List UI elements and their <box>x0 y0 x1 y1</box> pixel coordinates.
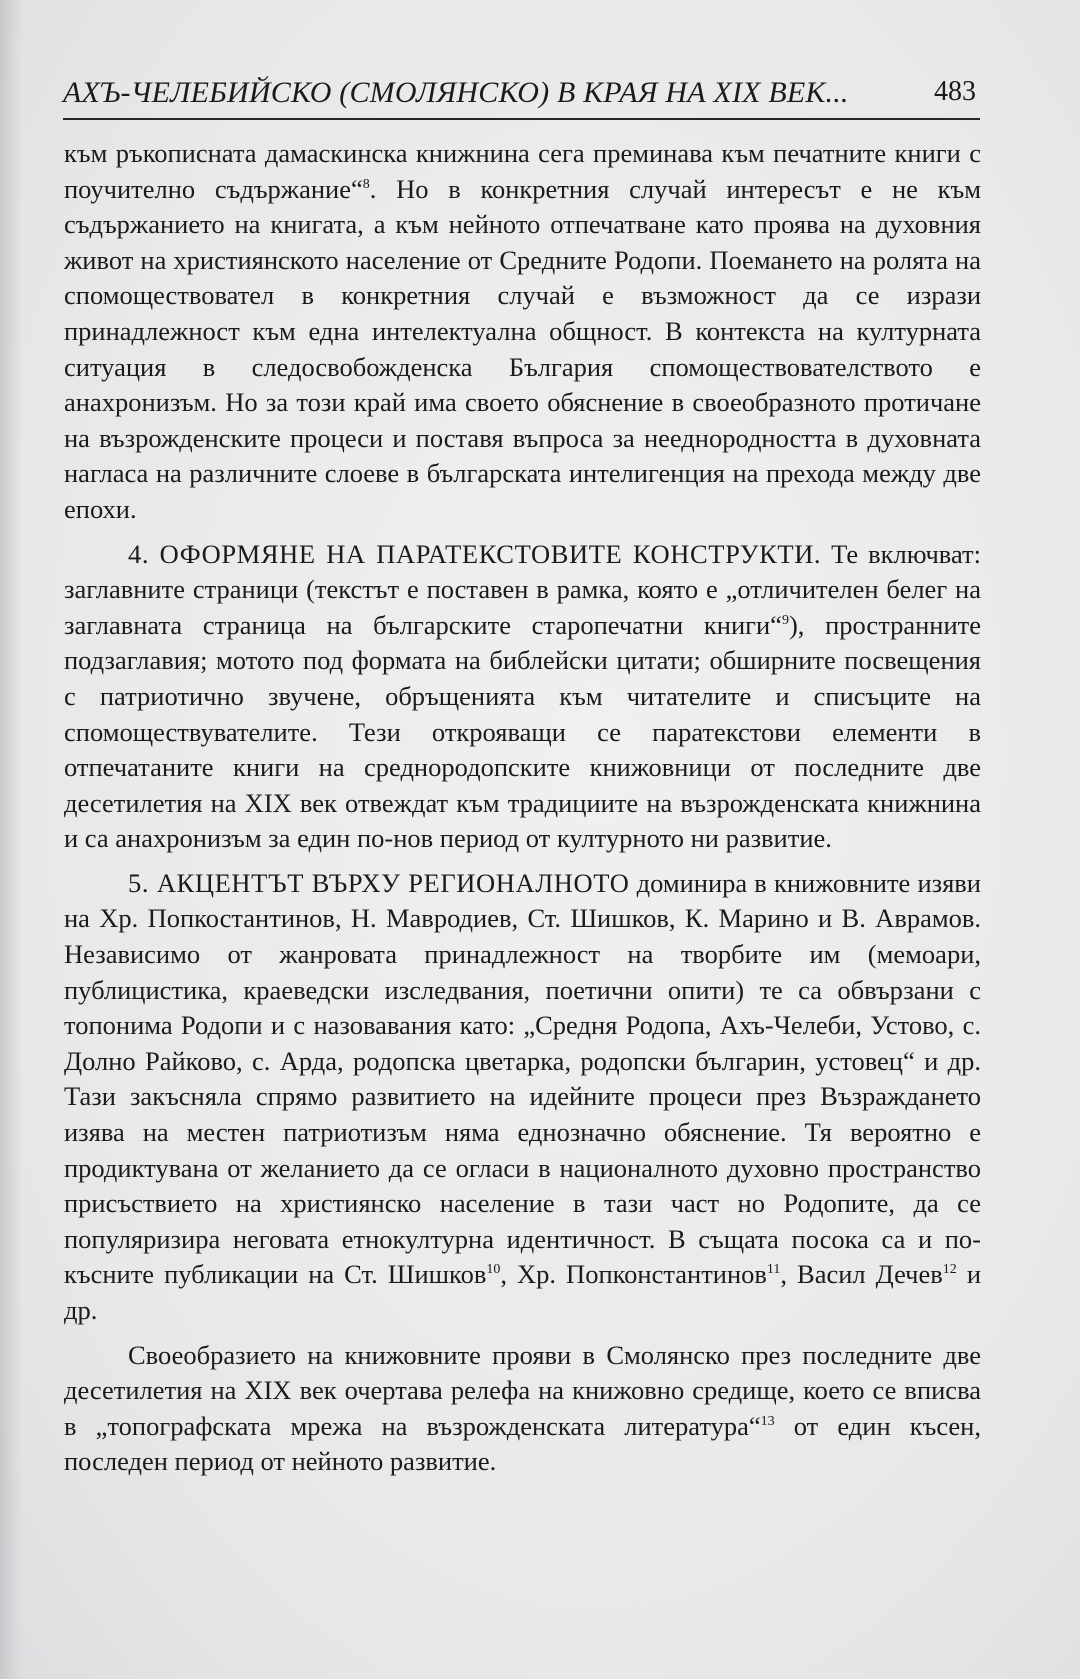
text-segment: доминира в книжовните изяви на Хр. Попкостантинов, Н. Мавродиев, Ст. Шишков, К. Марино и В. Аврамов. Независимо от жанровата принадлежност на творбите им (мемоари, публицистика, краеведски изследвания, поетични опити) те са обвързани с топонима Родопи и с назовавания като: „Средня Родопа, Ахъ-Челеби, Устово, с. Долно Райково, с. Арда, родопска цветарка, родопски българин, устовец“ и др. Тази закъсняла спрямо развитието на идейните процеси през Възраждането изява на местен патриотизъм няма еднозначно обяснение. Тя вероятно е продиктувана от желанието да се огласи в националното духовно пространство присъствието на християнско население в тази част но Родопите, да се популяризира неговата етнокултурна идентичност. В същата посока са и по-късните публикации на Ст. Шишков <box>64 867 981 1290</box>
running-title: АХЪ-ЧЕЛЕБИЙСКО (СМОЛЯНСКО) В КРАЯ НА XIX ВЕК... <box>63 76 849 109</box>
text-segment: Своеобразието на книжовните прояви в Смолянско през последните две десетилетия на XIX век очертава релефа на книжовно средище, което се вписва в „топографската мрежа на възрожденската литература“ <box>64 1339 981 1441</box>
text-segment: от един късен, последен период от нейното развитие. <box>64 1410 981 1477</box>
paragraph <box>64 537 981 857</box>
page-number: 483 <box>934 76 976 107</box>
paragraph <box>64 866 981 1329</box>
paragraph <box>64 136 981 528</box>
footnote-ref: 9 <box>781 612 789 628</box>
running-header <box>63 74 980 120</box>
footnote-ref: 11 <box>766 1262 781 1278</box>
text-segment: ), пространните подзаглавия; мотото под формата на библейски цитати; обширните посвещения с патриотично звучене, обръщенията към читателите и списъците на спомоществувателите. Тези открояващи се паратекстови елементи в отпечатаните книги на среднородопските книжовници от последните две десетилетия на XIX век отвеждат към традициите на възрожденската книжнина и са анахронизъм за един по-нов период от културното ни развитие. <box>64 609 981 854</box>
text-segment: , Хр. Попконстантинов <box>500 1259 767 1290</box>
text-segment: и др. <box>64 1259 982 1325</box>
binding-shadow <box>0 0 22 1679</box>
paragraph <box>64 1338 981 1480</box>
text-segment: . Но в конкретния случай интересът е не към съдържанието на книгата, а към нейното отпечатване като проява на духовния живот на християнското население от Средните Родопи. Поемането на ролята на спомоществовател в конкретния случай е възможност да се изрази принадлежност към една интелектуална общност. В контекста на културната ситуация в следосвобожденска България спомоществователството е анахронизъм. Но за този край има своето обяснение в своеобразното протичане на възрожденските процеси и поставя въпроса за нееднородността в духовната нагласа на различните слоеве в българската интелигенция на прехода между две епохи. <box>64 173 981 524</box>
text-segment: , Васил Дечев <box>780 1259 943 1290</box>
footnote-ref: 13 <box>760 1413 775 1429</box>
footnote-ref: 10 <box>486 1262 501 1278</box>
section-heading: 5. АКЦЕНТЪТ ВЪРХУ РЕГИОНАЛНОТО <box>128 867 630 898</box>
text-segment: към ръкописната дамаскинска книжнина сега преминава към печатните книги с поучително съдържание“ <box>64 138 981 204</box>
footnote-ref: 12 <box>942 1262 957 1278</box>
footnote-ref: 8 <box>362 176 370 192</box>
section-heading: 4. ОФОРМЯНЕ НА ПАРАТЕКСТОВИТЕ КОНСТРУКТИ. <box>128 538 822 569</box>
body-text <box>64 136 981 1489</box>
text-segment: Те включват: заглавните страници (текстът е поставен в рамка, която е „отличителен белег на заглавната страница на българските старопечатни книги“ <box>64 538 981 640</box>
